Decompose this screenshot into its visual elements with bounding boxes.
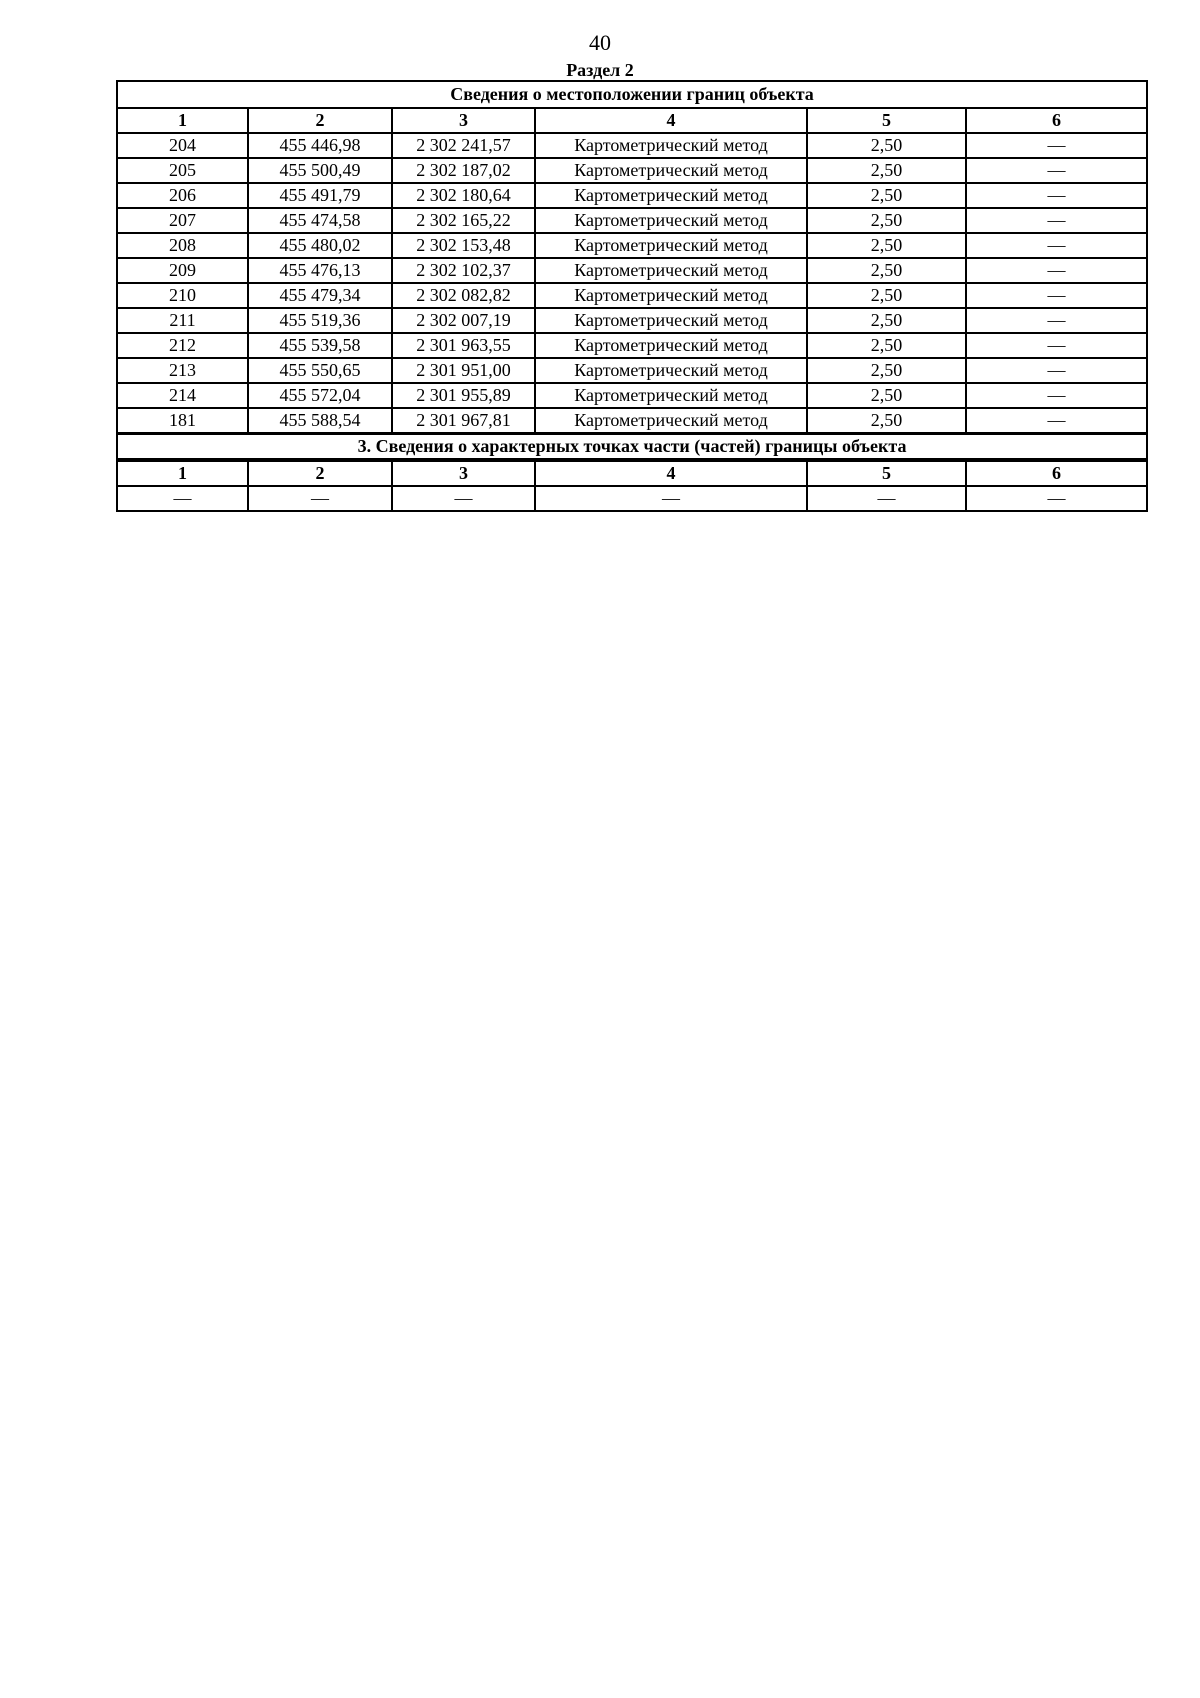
table-cell: — xyxy=(535,486,807,511)
table-cell: — xyxy=(966,183,1147,208)
table-row xyxy=(117,233,1147,258)
table-row xyxy=(117,183,1147,208)
subsection-title-row xyxy=(117,434,1147,461)
table-cell: 208 xyxy=(117,233,248,258)
table-cell: 2 302 102,37 xyxy=(392,258,535,283)
table-cell: — xyxy=(966,358,1147,383)
column-header: 4 xyxy=(535,460,807,486)
table-cell: Картометрический метод xyxy=(535,333,807,358)
table-row xyxy=(117,133,1147,158)
column-header: 5 xyxy=(807,460,966,486)
table-cell: 2,50 xyxy=(807,283,966,308)
column-header: 6 xyxy=(966,108,1147,133)
subsection-title: 3. Сведения о характерных точках части (частей) границы объекта xyxy=(117,434,1147,461)
section-label: Раздел 2 xyxy=(566,60,634,80)
table-cell: 455 479,34 xyxy=(248,283,392,308)
column-header: 5 xyxy=(807,108,966,133)
table-cell: — xyxy=(966,283,1147,308)
table-cell: 455 476,13 xyxy=(248,258,392,283)
table-cell: 455 588,54 xyxy=(248,408,392,434)
table-cell: — xyxy=(966,158,1147,183)
table-cell: 210 xyxy=(117,283,248,308)
table-title: Сведения о местоположении границ объекта xyxy=(117,81,1147,108)
subsection-header-row xyxy=(117,460,1147,486)
table-cell: 214 xyxy=(117,383,248,408)
table-cell: 2 302 153,48 xyxy=(392,233,535,258)
table-cell: 206 xyxy=(117,183,248,208)
table-cell: 205 xyxy=(117,158,248,183)
table-cell: Картометрический метод xyxy=(535,158,807,183)
table-row xyxy=(117,333,1147,358)
table-cell: — xyxy=(966,486,1147,511)
table-row xyxy=(117,486,1147,511)
table-cell: 2,50 xyxy=(807,358,966,383)
table-cell: Картометрический метод xyxy=(535,208,807,233)
table-cell: 2 302 187,02 xyxy=(392,158,535,183)
table-cell: — xyxy=(117,486,248,511)
table-cell: 455 519,36 xyxy=(248,308,392,333)
boundary-table-body xyxy=(117,81,1147,511)
table-cell: 209 xyxy=(117,258,248,283)
table-cell: 455 500,49 xyxy=(248,158,392,183)
table-cell: 2,50 xyxy=(807,233,966,258)
table-cell: 2 302 082,82 xyxy=(392,283,535,308)
table-cell: 211 xyxy=(117,308,248,333)
table-cell: 2,50 xyxy=(807,158,966,183)
table-cell: 2,50 xyxy=(807,133,966,158)
table-cell: — xyxy=(966,308,1147,333)
table-cell: — xyxy=(248,486,392,511)
table-cell: 2,50 xyxy=(807,408,966,434)
table-row xyxy=(117,408,1147,434)
table-cell: 2,50 xyxy=(807,183,966,208)
table-cell: Картометрический метод xyxy=(535,258,807,283)
table-row xyxy=(117,158,1147,183)
table-cell: 2 302 007,19 xyxy=(392,308,535,333)
column-header: 2 xyxy=(248,460,392,486)
table-cell: 455 550,65 xyxy=(248,358,392,383)
table-cell: — xyxy=(966,408,1147,434)
table-cell: 2,50 xyxy=(807,208,966,233)
table-cell: 2 302 165,22 xyxy=(392,208,535,233)
table-cell: Картометрический метод xyxy=(535,233,807,258)
table-cell: 207 xyxy=(117,208,248,233)
column-header: 1 xyxy=(117,460,248,486)
table-cell: Картометрический метод xyxy=(535,283,807,308)
table-row xyxy=(117,308,1147,333)
table-cell: — xyxy=(807,486,966,511)
table-cell: 212 xyxy=(117,333,248,358)
table-cell: — xyxy=(966,133,1147,158)
table-cell: — xyxy=(966,333,1147,358)
table-cell: 213 xyxy=(117,358,248,383)
column-header: 3 xyxy=(392,460,535,486)
table-header-row xyxy=(117,108,1147,133)
column-header: 1 xyxy=(117,108,248,133)
column-header: 3 xyxy=(392,108,535,133)
table-cell: 2 301 967,81 xyxy=(392,408,535,434)
table-cell: Картометрический метод xyxy=(535,408,807,434)
table-cell: 204 xyxy=(117,133,248,158)
table-row xyxy=(117,283,1147,308)
table-cell: 455 572,04 xyxy=(248,383,392,408)
table-row xyxy=(117,383,1147,408)
table-cell: 455 491,79 xyxy=(248,183,392,208)
table-cell: 2 301 955,89 xyxy=(392,383,535,408)
table-cell: 2,50 xyxy=(807,308,966,333)
table-cell: 2 301 951,00 xyxy=(392,358,535,383)
table-cell: Картометрический метод xyxy=(535,133,807,158)
table-cell: 2,50 xyxy=(807,258,966,283)
column-header: 2 xyxy=(248,108,392,133)
table-cell: — xyxy=(966,208,1147,233)
table-cell: 2,50 xyxy=(807,333,966,358)
column-header: 4 xyxy=(535,108,807,133)
table-cell: 2 301 963,55 xyxy=(392,333,535,358)
table-cell: — xyxy=(392,486,535,511)
table-cell: 455 539,58 xyxy=(248,333,392,358)
table-cell: — xyxy=(966,383,1147,408)
table-cell: 455 480,02 xyxy=(248,233,392,258)
table-row xyxy=(117,258,1147,283)
table-cell: 455 474,58 xyxy=(248,208,392,233)
table-cell: Картометрический метод xyxy=(535,383,807,408)
table-cell: — xyxy=(966,233,1147,258)
table-cell: Картометрический метод xyxy=(535,183,807,208)
table-cell: 455 446,98 xyxy=(248,133,392,158)
column-header: 6 xyxy=(966,460,1147,486)
boundary-table xyxy=(116,80,1148,512)
table-cell: 2,50 xyxy=(807,383,966,408)
table-cell: — xyxy=(966,258,1147,283)
table-cell: Картометрический метод xyxy=(535,308,807,333)
page-number: 40 xyxy=(589,30,611,55)
table-cell: 181 xyxy=(117,408,248,434)
table-cell: 2 302 241,57 xyxy=(392,133,535,158)
table-title-row xyxy=(117,81,1147,108)
table-row xyxy=(117,358,1147,383)
table-cell: Картометрический метод xyxy=(535,358,807,383)
table-cell: 2 302 180,64 xyxy=(392,183,535,208)
table-row xyxy=(117,208,1147,233)
